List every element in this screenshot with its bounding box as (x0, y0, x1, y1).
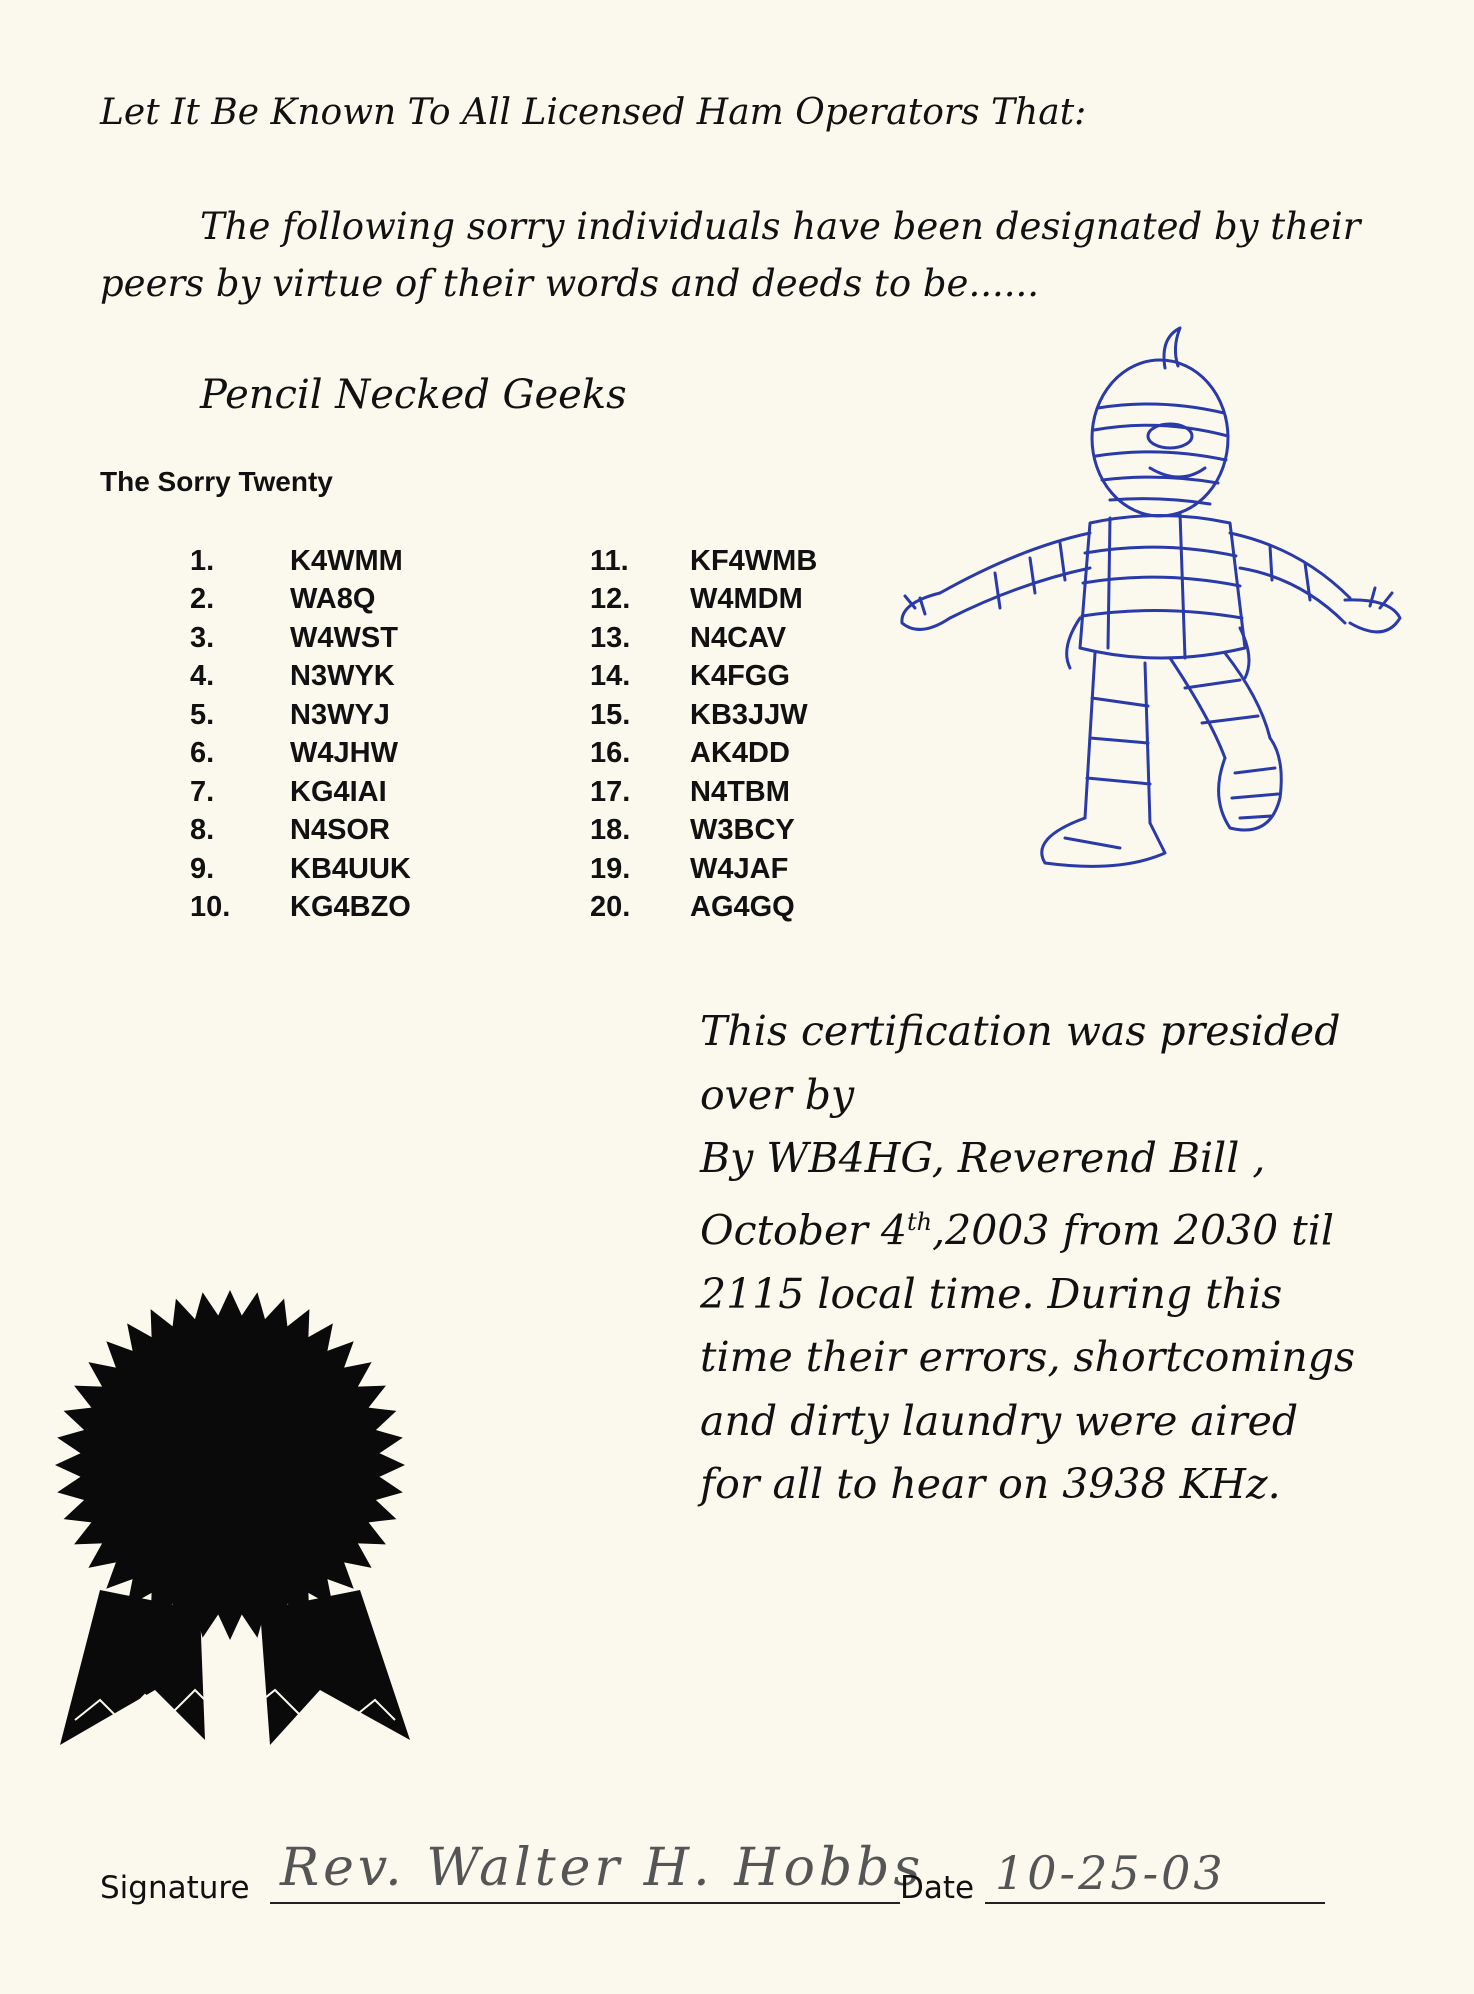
callsign-code: AK4DD (690, 737, 790, 770)
list-title: The Sorry Twenty (100, 466, 333, 497)
presided-paragraph (700, 1000, 1356, 1517)
callsign-row (190, 581, 411, 620)
callsign-number: 16. (590, 737, 631, 770)
date-value: 10-25-03 (995, 1846, 1226, 1900)
callsign-code: K4FGG (690, 660, 790, 693)
callsign-row (590, 658, 817, 697)
callsign-code: N4TBM (690, 775, 790, 808)
signature-row (100, 1838, 1250, 1920)
callsign-number: 12. (590, 583, 631, 616)
callsign-number: 3. (190, 621, 215, 654)
presided-date-sup: th (906, 1207, 933, 1236)
callsign-code: N3WYK (290, 660, 395, 693)
callsign-code: KG4IAI (290, 775, 387, 808)
callsign-row (190, 773, 411, 812)
callsign-row (590, 850, 817, 889)
callsign-code: K4WMM (290, 544, 403, 577)
callsign-number: 17. (590, 775, 631, 808)
callsign-code: N4CAV (690, 621, 787, 654)
callsign-code: W4MDM (690, 583, 803, 616)
presided-line: for all to hear on 3938 KHz. (700, 1460, 1281, 1509)
callsign-code: KB4UUK (290, 852, 411, 885)
callsign-code: W3BCY (690, 814, 795, 847)
callsign-row (590, 889, 817, 928)
presided-line: over by (700, 1070, 855, 1119)
callsign-number: 14. (590, 660, 631, 693)
callsign-code: KF4WMB (690, 544, 818, 577)
callsign-row (590, 581, 817, 620)
intro-line-1: The following sorry individuals have been designated by their (200, 205, 1361, 248)
callsign-row (590, 812, 817, 851)
presided-line: time their errors, shortcomings (700, 1333, 1356, 1382)
callsign-code: KB3JJW (690, 698, 808, 731)
callsign-code: W4JAF (690, 852, 789, 885)
signature-label: Signature (100, 1870, 250, 1906)
callsign-number: 10. (190, 891, 231, 924)
callsign-row (190, 658, 411, 697)
callsign-code: N4SOR (290, 814, 390, 847)
callsign-code: KG4BZO (290, 891, 411, 924)
callsign-row (190, 696, 411, 735)
callsign-row (590, 735, 817, 774)
certificate-heading: Let It Be Known To All Licensed Ham Operators That: (100, 92, 1087, 133)
presided-date-post: ,2003 from 2030 til (932, 1206, 1334, 1255)
callsign-number: 9. (190, 852, 215, 885)
presided-line: This certification was presided (700, 1007, 1341, 1055)
callsign-list-left (190, 542, 411, 927)
callsign-number: 2. (190, 583, 215, 616)
callsign-row (590, 696, 817, 735)
callsign-row (190, 542, 411, 581)
callsign-number: 18. (590, 814, 631, 847)
callsign-number: 8. (190, 814, 215, 847)
callsign-row (190, 889, 411, 928)
intro-line-2: peers by virtue of their words and deeds to be...... (100, 262, 1040, 305)
date-line (985, 1902, 1325, 1904)
callsign-number: 20. (590, 891, 631, 924)
callsign-number: 7. (190, 775, 215, 808)
callsign-code: WA8Q (290, 583, 376, 616)
presided-line: 2115 local time. During this (700, 1269, 1283, 1318)
seal-icon (30, 1290, 430, 1750)
callsign-number: 6. (190, 737, 215, 770)
callsign-number: 11. (590, 544, 629, 577)
callsign-row (590, 773, 817, 812)
callsign-number: 1. (190, 544, 215, 577)
callsign-code: AG4GQ (690, 891, 795, 924)
callsign-row (190, 735, 411, 774)
callsign-number: 19. (590, 852, 631, 885)
presided-date-pre: October 4 (700, 1206, 907, 1255)
callsign-row (590, 619, 817, 658)
callsign-code: W4WST (290, 621, 398, 654)
callsign-number: 13. (590, 621, 631, 654)
callsign-number: 15. (590, 698, 631, 731)
callsign-row (190, 850, 411, 889)
callsign-code: N3WYJ (290, 698, 390, 731)
callsign-number: 4. (190, 660, 215, 693)
presided-line-date (700, 1191, 1334, 1263)
callsign-list-right (590, 542, 817, 927)
callsign-row (190, 812, 411, 851)
presided-line: and dirty laundry were aired (700, 1396, 1299, 1445)
mummy-illustration-icon (880, 318, 1410, 918)
presided-line: By WB4HG, Reverend Bill , (700, 1134, 1266, 1182)
signature-line (270, 1902, 900, 1904)
callsign-number: 5. (190, 698, 215, 731)
callsign-code: W4JHW (290, 737, 398, 770)
callsign-row (190, 619, 411, 658)
designation-title: Pencil Necked Geeks (200, 372, 627, 418)
date-label: Date (900, 1870, 975, 1906)
callsign-row (590, 542, 817, 581)
signature-value: Rev. Walter H. Hobbs (280, 1838, 925, 1898)
